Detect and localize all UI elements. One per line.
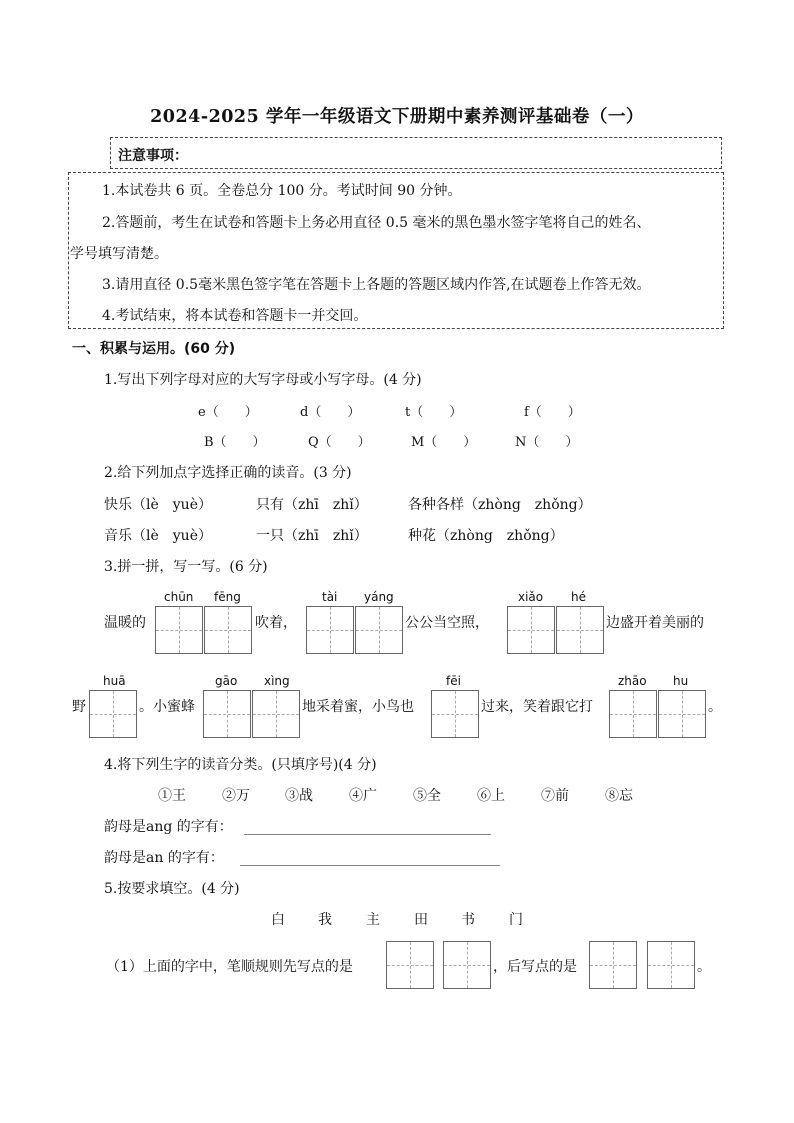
pinyin-label: hu [673, 674, 689, 688]
q2-item[interactable]: 快乐（lè yuè） [104, 497, 212, 513]
pinyin-label: xìng [264, 674, 290, 688]
q1-item[interactable]: e（ ） [198, 405, 258, 420]
tianzige-box[interactable] [155, 606, 203, 654]
pinyin-label: fēng [214, 590, 241, 604]
q5-char: 书 [461, 912, 475, 928]
tianzige-box[interactable] [556, 606, 604, 654]
q1-item[interactable]: B（ ） [204, 435, 266, 450]
q3-text: 温暖的 [104, 615, 146, 631]
tianzige-box[interactable] [431, 690, 479, 738]
note-rule-3: 3.请用直径 0.5毫米黑色签字笔在答题卡上各题的答题区域内作答,在试题卷上作答无效。 [102, 277, 651, 293]
section-heading: 一、积累与运用。(60 分) [72, 341, 236, 357]
answer-blank[interactable]: ＿＿＿＿＿＿＿＿＿＿＿＿＿＿＿＿＿＿＿＿ [240, 853, 501, 868]
q4-char: ③战 [285, 788, 313, 804]
notes-heading: 注意事项： [118, 148, 188, 164]
q1-item[interactable]: f（ ） [524, 405, 581, 420]
answer-blank[interactable]: ＿＿＿＿＿＿＿＿＿＿＿＿＿＿＿＿＿＿＿ [244, 822, 492, 837]
pinyin-label: xiǎo [518, 590, 544, 604]
q5-char: 门 [509, 912, 523, 928]
note-rule-4: 4.考试结束，将本试卷和答题卡一并交回。 [102, 308, 368, 324]
q5-sub1-text: 。 [697, 959, 711, 975]
q4-label-an: 韵母是an 的字有： [104, 850, 224, 866]
q5-char: 白 [271, 912, 285, 928]
q2-item[interactable]: 各种各样（zhòng zhǒng） [408, 497, 592, 513]
q1-item[interactable]: M（ ） [411, 435, 477, 450]
page-title: 2024-2025 学年一年级语文下册期中素养测评基础卷（一） [150, 107, 644, 127]
q3-text: 吹着， [255, 615, 297, 631]
tianzige-box[interactable] [609, 690, 657, 738]
notes-heading-box [110, 137, 722, 169]
q1-item[interactable]: N（ ） [515, 435, 579, 450]
note-rule-1: 1.本试卷共 6 页。全卷总分 100 分。考试时间 90 分钟。 [102, 183, 462, 199]
tianzige-box[interactable] [203, 690, 251, 738]
pinyin-label: gāo [215, 674, 238, 688]
q3-text: 过来，笑着跟它打 [481, 699, 593, 715]
tianzige-box[interactable] [89, 690, 137, 738]
tianzige-box[interactable] [658, 690, 706, 738]
q4-char: ④广 [349, 788, 377, 804]
pinyin-label: fēi [446, 674, 461, 688]
tianzige-box[interactable] [204, 606, 252, 654]
q2-prompt: 2.给下列加点字选择正确的读音。(3 分) [104, 465, 352, 481]
tianzige-box[interactable] [252, 690, 300, 738]
q5-sub1-text: （1）上面的字中，笔顺规则先写点的是 [106, 959, 353, 975]
tianzige-box[interactable] [589, 941, 637, 989]
note-rule-2: 2.答题前，考生在试卷和答题卡上务必用直径 0.5 毫米的黑色墨水签字笔将自己的姓名、 [102, 215, 651, 231]
q4-char: ⑤全 [413, 788, 441, 804]
q2-item[interactable]: 一只（zhī zhǐ） [256, 528, 368, 544]
q3-text: 公公当空照， [405, 615, 489, 631]
q5-char: 田 [414, 912, 428, 928]
q5-prompt: 5.按要求填空。(4 分) [104, 881, 240, 897]
q4-prompt: 4.将下列生字的读音分类。(只填序号)(4 分) [104, 757, 377, 773]
pinyin-label: tài [322, 590, 338, 604]
q2-item[interactable]: 只有（zhī zhǐ） [256, 497, 368, 513]
q4-char: ⑦前 [541, 788, 569, 804]
q3-text: 。 [708, 699, 722, 715]
pinyin-label: yáng [364, 590, 394, 604]
pinyin-label: huā [103, 674, 126, 688]
note-rule-2-cont: 学号填写清楚。 [70, 246, 168, 262]
tianzige-box[interactable] [386, 941, 434, 989]
q4-char: ①王 [158, 788, 186, 804]
q5-char: 我 [318, 912, 332, 928]
q3-prompt: 3.拼一拼，写一写。(6 分) [104, 559, 268, 575]
q3-text: 边盛开着美丽的 [606, 615, 704, 631]
q4-char: ⑧忘 [605, 788, 633, 804]
q2-item[interactable]: 音乐（lè yuè） [104, 528, 212, 544]
tianzige-box[interactable] [443, 941, 491, 989]
q3-text: 地采着蜜，小鸟也 [302, 699, 414, 715]
tianzige-box[interactable] [306, 606, 354, 654]
q1-item[interactable]: t（ ） [405, 405, 463, 420]
pinyin-label: zhāo [618, 674, 647, 688]
q3-text: 野 [72, 699, 86, 715]
q1-item[interactable]: d（ ） [300, 405, 361, 420]
q1-prompt: 1.写出下列字母对应的大写字母或小写字母。(4 分) [104, 372, 422, 388]
q2-item[interactable]: 种花（zhòng zhǒng） [408, 528, 564, 544]
q5-sub1-text: ，后写点的是 [493, 959, 577, 975]
pinyin-label: hé [571, 590, 586, 604]
tianzige-box[interactable] [647, 941, 695, 989]
q3-text: 。小蜜蜂 [139, 699, 195, 715]
q4-char: ⑥上 [477, 788, 505, 804]
tianzige-box[interactable] [507, 606, 555, 654]
tianzige-box[interactable] [355, 606, 403, 654]
q1-item[interactable]: Q（ ） [308, 435, 371, 450]
q5-char: 主 [366, 912, 380, 928]
pinyin-label: chūn [164, 590, 194, 604]
q4-label-ang: 韵母是ang 的字有： [104, 819, 233, 835]
q4-char: ②万 [222, 788, 250, 804]
